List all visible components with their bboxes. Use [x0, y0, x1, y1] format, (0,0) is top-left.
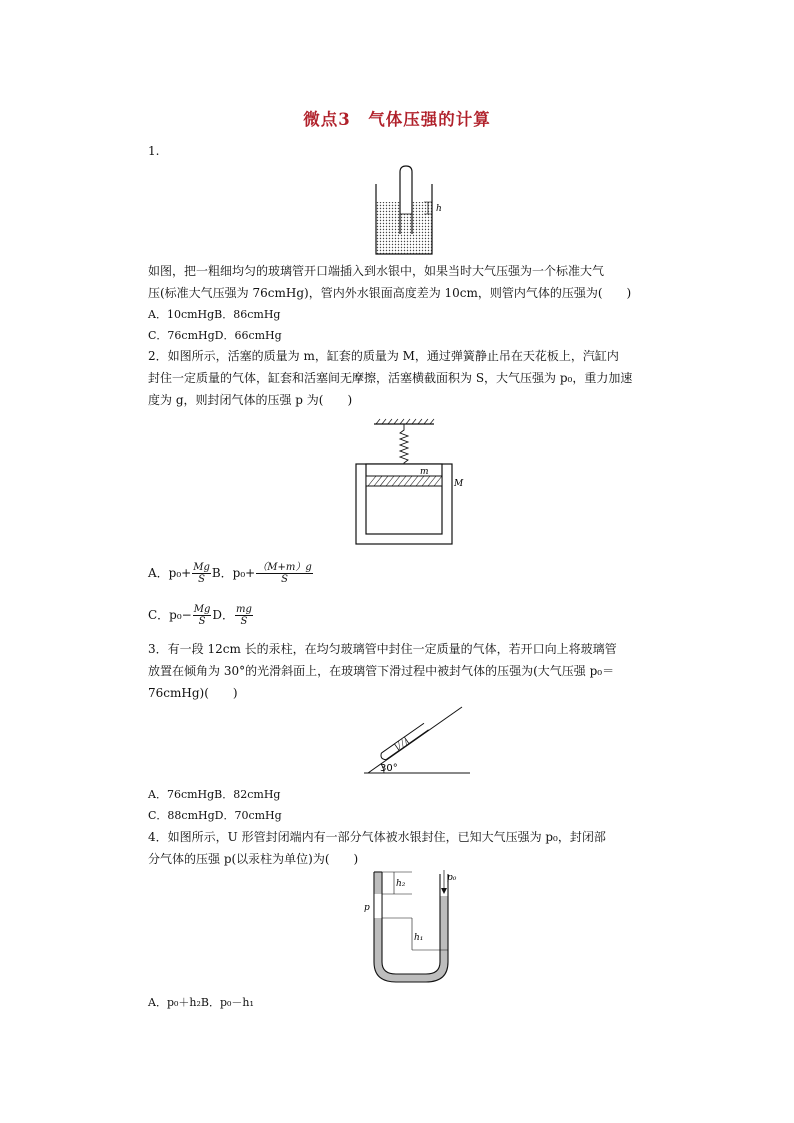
q3-options-ab: A．76cmHgB．82cmHg: [148, 788, 281, 801]
q1-line2: 压(标准大气压强为 76cmHg)，管内外水银面高度差为 10cm，则管内气体的压强为( ): [148, 286, 632, 300]
q2-opt-d-num: mg: [236, 604, 252, 615]
q1-fig-h: h: [436, 204, 442, 214]
q2-opt-b-den: S: [281, 574, 288, 585]
q2-options-ab: [148, 558, 314, 588]
q2-opt-c-prefix: C．p₀−: [148, 608, 192, 622]
q3-figure: [362, 703, 472, 775]
q2-opt-a-frac: [192, 562, 211, 585]
q4-figure: [360, 866, 460, 988]
q3-options-cd: C．88cmHgD．70cmHg: [148, 809, 282, 822]
q2-opt-b-prefix: B．p₀+: [211, 566, 256, 580]
q4-line2: 分气体的压强 p(以汞柱为单位)为( ): [148, 852, 359, 866]
q2-opt-c-frac: [193, 604, 212, 627]
q2-opt-c-den: S: [198, 616, 206, 627]
q2-line2: 封住一定质量的气体，缸套和活塞间无摩擦，活塞横截面积为 S，大气压强为 p₀，重力加速: [148, 371, 633, 385]
q3-line1: 3．有一段 12cm 长的汞柱，在均匀玻璃管中封住一定质量的气体，若开口向上将玻璃管: [148, 642, 617, 656]
q2-line1: 2．如图所示，活塞的质量为 m，缸套的质量为 M，通过弹簧静止吊在天花板上，汽缸内: [148, 349, 619, 363]
q2-opt-d-prefix: D．: [212, 608, 234, 622]
q1-options-ab: A．10cmHgB．86cmHg: [148, 308, 281, 321]
q4-fig-h2: h₂: [396, 879, 406, 889]
q2-opt-d-den: S: [240, 616, 248, 627]
page-title: 微点3 气体压强的计算: [303, 110, 491, 129]
q4-fig-p: p: [364, 903, 370, 913]
q2-fig-m: m: [420, 467, 429, 477]
q1-number: 1.: [148, 144, 160, 158]
q1-figure: [370, 162, 450, 257]
q2-opt-b-num: （M+m）g: [257, 562, 312, 573]
q4-line1: 4．如图所示，U 形管封闭端内有一部分气体被水银封住，已知大气压强为 p₀，封闭部: [148, 830, 606, 844]
q2-opt-d-frac: [235, 604, 253, 627]
q2-opt-c-num: Mg: [193, 604, 211, 615]
q2-line3: 度为 g，则封闭气体的压强 p 为( ): [148, 393, 353, 407]
q1-line1: 如图，把一粗细均匀的玻璃管开口端插入到水银中，如果当时大气压强为一个标准大气: [148, 264, 605, 278]
q1-options-cd: C．76cmHgD．66cmHg: [148, 329, 282, 342]
q3-line3: 76cmHg)( ): [148, 686, 238, 700]
q4-fig-p0: p₀: [447, 873, 457, 883]
q2-opt-a-prefix: A．p₀+: [148, 566, 192, 580]
q4-fig-h1: h₁: [414, 933, 424, 943]
q4-options-ab: A．p₀＋h₂B．p₀－h₁: [148, 996, 254, 1009]
q3-fig-angle: 30°: [380, 763, 398, 774]
q2-opt-b-frac: [256, 562, 313, 585]
q3-line2: 放置在倾角为 30°的光滑斜面上，在玻璃管下滑过程中被封气体的压强为(大气压强 p₀＝: [148, 664, 615, 678]
q2-options-cd: [148, 600, 254, 630]
q2-fig-M: M: [454, 479, 464, 489]
q2-figure: [350, 418, 470, 548]
q2-opt-a-num: Mg: [193, 562, 210, 573]
q2-opt-a-den: S: [198, 574, 205, 585]
